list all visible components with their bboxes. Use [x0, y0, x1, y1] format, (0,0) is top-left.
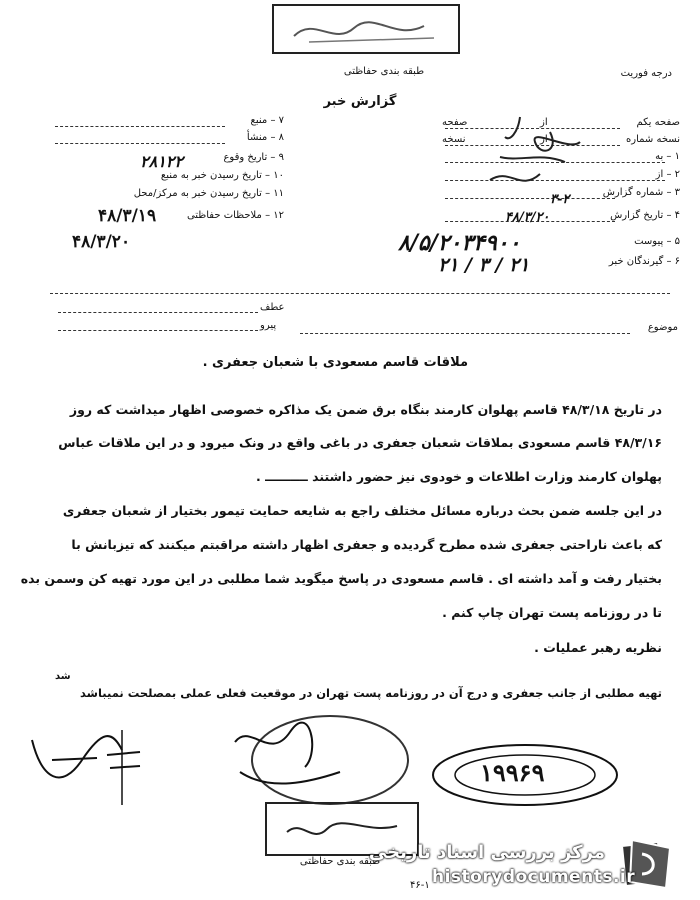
- opinion-text: تهیه مطلبی از جانب جعفری و درج آن در روزنامه پست تهران در موقعیت فعلی عملی بمصلحت نمیباشد: [80, 686, 662, 700]
- page-from-label: از: [540, 117, 548, 128]
- priority-label: درجه فوریت: [620, 68, 672, 79]
- stamp-number: ۱۹۹۶۹: [480, 758, 545, 787]
- stamp-scribble-graphic: [274, 6, 458, 52]
- header-divider: [50, 293, 670, 294]
- field-10-date-to-source: ۱۰ – تاریخ رسیدن خبر به منبع: [160, 170, 284, 181]
- report-title: گزارش خبر: [323, 94, 397, 109]
- middle-round-stamp-signature: [210, 712, 410, 812]
- page-code: ۴۶-۱: [410, 880, 430, 891]
- copy-word-label: نسخه: [442, 134, 466, 145]
- handwritten-signature-mark: [480, 112, 650, 202]
- follow-label: عطف: [260, 302, 285, 313]
- watermark-url: historydocuments.ir: [432, 867, 636, 887]
- follow-line-2: [58, 330, 258, 331]
- follow-line: [58, 312, 258, 313]
- handwritten-date-b: ۴۸/۳/۲۰: [72, 232, 131, 252]
- dash-line-f7: [55, 126, 225, 127]
- handwritten-recipients-date: ۲۱ / ۳ / ۲۱: [438, 254, 530, 276]
- top-classification-stamp: [272, 4, 460, 54]
- dash-line-f8: [55, 143, 225, 144]
- handwritten-occurrence-date: ۲۸۱۲۲: [140, 152, 183, 171]
- classification-top-label: طبقه بندی حفاظتی: [343, 66, 425, 77]
- opinion-extra: شد: [55, 671, 71, 682]
- watermark-text: مرکز بررسی اسناد تاریخی: [368, 842, 605, 863]
- body-line-6: بختیار رفت و آمد داشته ای . قاسم مسعودی در پاسخ میگوید شما مطلبی در این مورد تهیه کن وسمن بده: [20, 571, 662, 586]
- page-one-label: صفحه یکم: [636, 117, 680, 128]
- handwritten-date-a: ۴۸/۳/۱۹: [98, 206, 157, 226]
- body-line-3: پهلوان کارمند وزارت اطلاعات و خودوی نیز حضور داشتند ــــــــــ .: [255, 469, 662, 484]
- field-3-report-number: ۳ – شماره گزارش: [602, 187, 680, 198]
- handwritten-report-date: ۴۸/۳/۲۰: [505, 210, 550, 225]
- field-5-attachment: ۵ – پیوست: [634, 236, 680, 247]
- classification-bottom-label: طبقه بندی حفاظتی: [299, 856, 381, 867]
- body-heading: ملاقات قاسم مسعودی با شعبان جعفری .: [202, 355, 468, 370]
- left-signature: [22, 720, 152, 810]
- body-line-7: تا در روزنامه پست تهران چاپ کنم .: [442, 605, 662, 620]
- body-line-5: که باعث ناراحتی جعفری شده مطرح گردیده و جعفری اظهار داشته مراقبتم میکنند که تیزبانش با: [71, 537, 662, 552]
- field-11-date-to-center: ۱۱ – تاریخ رسیدن خبر به مرکز/محل: [133, 188, 284, 199]
- body-line-1: در تاریخ ۴۸/۳/۱۸ قاسم پهلوان کارمند بنگاه برق ضمن یک مذاکره خصوصی اظهار میداشت که روز: [69, 402, 662, 417]
- follow-label-2: پیرو: [260, 320, 277, 331]
- field-7-source: ۷ – منبع: [250, 115, 284, 126]
- field-1-to: ۱ – به: [655, 151, 680, 162]
- body-line-2: ۴۸/۳/۱۶ قاسم مسعودی بملاقات شعبان جعفری در باغی واقع در ونک میرود و در این ملاقات عباس: [58, 435, 662, 450]
- handwritten-report-number: ۳-۲: [550, 192, 570, 207]
- field-12-security-notes: ۱۲ – ملاحظات حفاظتی: [186, 210, 284, 221]
- copy-number-label: نسخه شماره: [626, 134, 680, 145]
- field-8-origin: ۸ – منشأ: [246, 132, 284, 143]
- subject-line: [300, 333, 630, 334]
- subject-label: موضوع: [647, 322, 678, 333]
- field-4-report-date: ۴ – تاریخ گزارش: [610, 210, 680, 221]
- handwritten-attachment-number: ۸/۵/۲۰۳۴۹۰۰: [398, 230, 521, 256]
- body-line-4: در این جلسه ضمن بحث درباره مسائل مختلف راجع به شایعه حمایت تیمور بختیار از شعبان جعفری: [62, 503, 662, 518]
- page-word-label: صفحه: [442, 117, 468, 128]
- opinion-heading: نظریه رهبر عملیات .: [534, 640, 662, 655]
- copy-from-label: از: [540, 134, 548, 145]
- field-6-recipients: ۶ – گیرندگان خبر: [608, 256, 680, 267]
- field-2-from: ۲ – از: [655, 169, 680, 180]
- field-9-occurrence-date: ۹ – تاریخ وقوع: [223, 152, 284, 163]
